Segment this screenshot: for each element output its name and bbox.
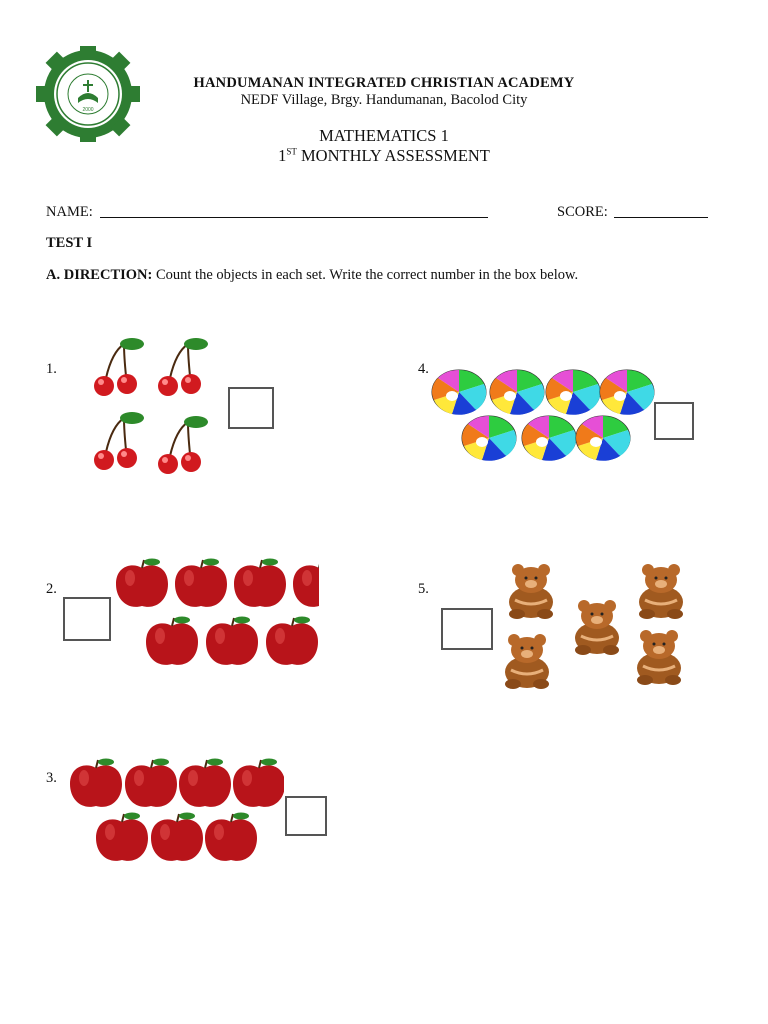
logo-year: 2000 — [82, 107, 94, 113]
beach-ball-icon — [546, 370, 600, 415]
subject-title: MATHEMATICS 1 — [319, 126, 449, 145]
beach-ball-icon — [490, 370, 544, 415]
apples-group-3 — [66, 756, 284, 864]
item-number: 4. — [418, 361, 429, 377]
apple-icon — [116, 559, 168, 607]
direction: A. DIRECTION: Count the objects in each set. Write the correct number in the box below. — [46, 267, 579, 283]
score-label: SCORE: — [557, 204, 608, 220]
bear-icon — [505, 634, 549, 689]
beach-balls-group — [430, 368, 658, 464]
beach-ball-icon — [462, 416, 516, 461]
apple-icon — [70, 759, 122, 807]
cherry-icon — [158, 416, 208, 474]
apple-icon — [125, 759, 177, 807]
cherry-icon — [94, 412, 144, 470]
item-number: 2. — [46, 581, 57, 597]
apple-icon — [151, 813, 203, 861]
item-number: 3. — [46, 770, 57, 786]
bear-icon — [575, 600, 619, 655]
bear-icon — [637, 630, 681, 685]
item-number: 1. — [46, 361, 57, 377]
answer-box-2[interactable] — [63, 597, 111, 641]
apple-icon — [293, 559, 319, 607]
item-number: 5. — [418, 581, 429, 597]
beach-ball-icon — [522, 416, 576, 461]
apple-icon — [146, 617, 198, 665]
bear-icon — [509, 564, 553, 619]
assessment-title: 1ST MONTHLY ASSESSMENT — [278, 146, 490, 165]
apple-icon — [234, 559, 286, 607]
apple-icon — [205, 813, 257, 861]
answer-box-1[interactable] — [228, 387, 274, 429]
beach-ball-icon — [576, 416, 630, 461]
name-label: NAME: — [46, 204, 93, 220]
school-name: HANDUMANAN INTEGRATED CHRISTIAN ACADEMY — [193, 75, 575, 91]
answer-box-5[interactable] — [441, 608, 493, 650]
school-address: NEDF Village, Brgy. Handumanan, Bacolod City — [240, 92, 528, 108]
apple-icon — [206, 617, 258, 665]
cherries-group — [88, 330, 228, 485]
beach-ball-icon — [432, 370, 486, 415]
bears-group — [495, 560, 700, 694]
apple-icon — [233, 759, 284, 807]
apple-icon — [175, 559, 227, 607]
answer-box-3[interactable] — [285, 796, 327, 836]
apples-group-2 — [112, 552, 319, 670]
name-field[interactable] — [100, 217, 488, 218]
cherry-icon — [94, 338, 144, 396]
apple-icon — [96, 813, 148, 861]
bear-icon — [639, 564, 683, 619]
cherry-icon — [158, 338, 208, 396]
beach-ball-icon — [600, 370, 654, 415]
score-field[interactable] — [614, 217, 708, 218]
answer-box-4[interactable] — [654, 402, 694, 440]
apple-icon — [179, 759, 231, 807]
apple-icon — [266, 617, 318, 665]
test-title: TEST I — [46, 235, 93, 251]
